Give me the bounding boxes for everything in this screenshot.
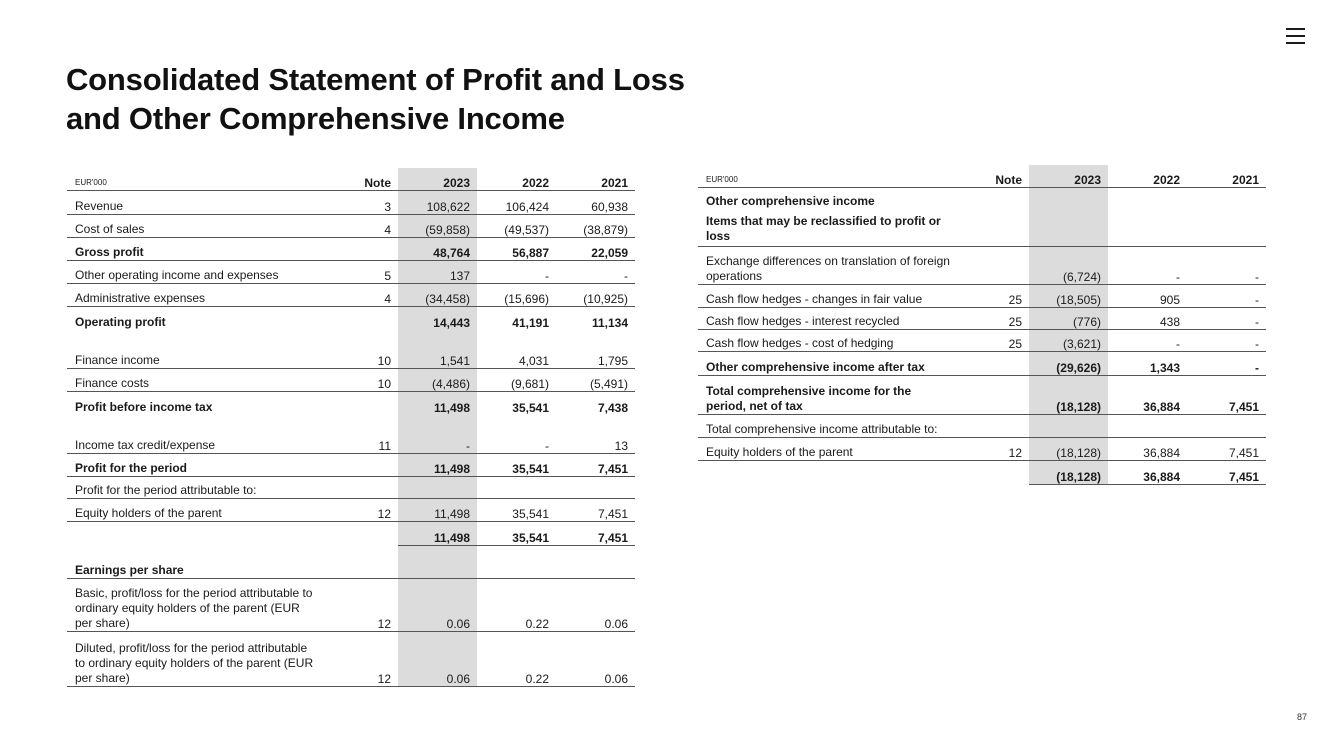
- value-2022: 35,541: [477, 453, 556, 476]
- currency-unit-label: EUR'000: [698, 165, 958, 187]
- value-2021: (10,925): [556, 283, 635, 306]
- table-row: [698, 246, 1266, 284]
- value-2022: -: [477, 260, 556, 283]
- value-2022: 905: [1108, 284, 1187, 307]
- row-label: Cost of sales: [67, 214, 327, 237]
- value-2021: [1187, 187, 1266, 209]
- row-note: 4: [327, 283, 398, 306]
- row-label: Finance income: [67, 330, 327, 368]
- value-2021: -: [1187, 284, 1266, 307]
- value-2022: 35,541: [477, 498, 556, 521]
- value-2023: (18,128): [1029, 375, 1108, 414]
- row-note: 12: [327, 578, 398, 631]
- row-label: Profit for the period attributable to:: [67, 476, 327, 498]
- value-2023: 11,498: [398, 453, 477, 476]
- value-2022: 438: [1108, 307, 1187, 329]
- value-2023: [1029, 187, 1108, 209]
- value-2023: 11,498: [398, 391, 477, 415]
- row-note: 12: [327, 631, 398, 686]
- table-row: [698, 414, 1266, 437]
- row-note: [958, 460, 1029, 484]
- value-2022: -: [1108, 246, 1187, 284]
- row-label: Other operating income and expenses: [67, 260, 327, 283]
- table-row: [698, 187, 1266, 209]
- value-2022: 36,884: [1108, 375, 1187, 414]
- value-2021: 60,938: [556, 190, 635, 214]
- table-row: [67, 260, 635, 283]
- page-title: [66, 60, 826, 138]
- table-row: [67, 545, 635, 578]
- hamburger-menu-icon[interactable]: [1286, 27, 1306, 45]
- value-2021: -: [1187, 307, 1266, 329]
- value-2023: (29,626): [1029, 351, 1108, 375]
- value-2021: 7,451: [1187, 437, 1266, 460]
- value-2022: 41,191: [512, 316, 549, 330]
- value-2021: 13: [556, 415, 635, 453]
- table-row: [698, 460, 1266, 484]
- value-2021: 7,451: [1187, 460, 1266, 484]
- year-2022-column-header: 2022: [477, 168, 556, 190]
- value-2022: 36,884: [1108, 437, 1187, 460]
- other-comprehensive-income-table: [698, 165, 1266, 485]
- row-label: Equity holders of the parent: [67, 498, 327, 521]
- row-note: 10: [327, 368, 398, 391]
- year-2021-column-header: 2021: [1187, 165, 1266, 187]
- value-2023: 11,498: [398, 521, 477, 545]
- row-label: Profit before income tax: [75, 400, 213, 414]
- value-2022: -: [477, 415, 556, 453]
- row-note: 25: [958, 329, 1029, 351]
- row-note: 3: [327, 190, 398, 214]
- table-row: [67, 521, 635, 545]
- section-heading: Other comprehensive income: [706, 194, 875, 208]
- value-2021: -: [1187, 246, 1266, 284]
- value-2021: -: [1187, 329, 1266, 351]
- row-label: Equity holders of the parent: [698, 437, 958, 460]
- value-2022: 4,031: [477, 330, 556, 368]
- table-row: [698, 437, 1266, 460]
- row-label: Basic, profit/loss for the period attributable to ordinary equity holders of the parent (EUR per share): [67, 578, 327, 631]
- value-2022: -: [1108, 329, 1187, 351]
- table-header-row: [67, 168, 635, 190]
- value-2022: [1108, 209, 1187, 246]
- value-2021: 7,451: [556, 453, 635, 476]
- row-label: Other comprehensive income after tax: [698, 351, 958, 375]
- value-2023: -: [398, 415, 477, 453]
- row-note: [327, 306, 398, 330]
- year-2022-column-header: 2022: [1108, 165, 1187, 187]
- row-note: 12: [958, 437, 1029, 460]
- value-2023: (3,621): [1029, 329, 1108, 351]
- value-2022: [477, 545, 556, 578]
- row-label: Income tax credit/expense: [67, 415, 327, 453]
- table-row: [67, 330, 635, 368]
- table-row: [698, 284, 1266, 307]
- value-2023: (59,858): [398, 214, 477, 237]
- row-note: [958, 351, 1029, 375]
- row-note: 4: [327, 214, 398, 237]
- value-2023: (34,458): [398, 283, 477, 306]
- row-label: [67, 521, 327, 545]
- profit-and-loss-table: [67, 168, 635, 687]
- value-2023: [1029, 414, 1108, 437]
- row-label: Revenue: [67, 190, 327, 214]
- value-2022: (9,681): [477, 368, 556, 391]
- table-row: [67, 498, 635, 521]
- value-2023: (776): [1029, 307, 1108, 329]
- table-row: [67, 190, 635, 214]
- value-2023: 11,498: [398, 498, 477, 521]
- row-note: [327, 545, 398, 578]
- row-label: Exchange differences on translation of foreign operations: [698, 246, 958, 284]
- table-row: [67, 476, 635, 498]
- table-row: [698, 307, 1266, 329]
- value-2021: 0.06: [556, 631, 635, 686]
- table-row: [67, 578, 635, 631]
- row-label: Total comprehensive income for the period, net of tax: [698, 375, 958, 414]
- value-2021: -: [1187, 351, 1266, 375]
- value-2023: 0.06: [398, 578, 477, 631]
- row-label: Administrative expenses: [67, 283, 327, 306]
- table-row: [698, 375, 1266, 414]
- value-2023: [398, 476, 477, 498]
- table-row: [67, 283, 635, 306]
- value-2021: (5,491): [556, 368, 635, 391]
- row-label: Cash flow hedges - interest recycled: [698, 307, 958, 329]
- value-2022: 36,884: [1108, 460, 1187, 484]
- row-note: 25: [958, 284, 1029, 307]
- value-2022: [477, 476, 556, 498]
- note-column-header: Note: [958, 165, 1029, 187]
- row-note: [327, 476, 398, 498]
- value-2021: (38,879): [556, 214, 635, 237]
- page-title-line-2: and Other Comprehensive Income: [66, 101, 565, 136]
- table-row: [67, 368, 635, 391]
- row-note: [958, 187, 1029, 209]
- value-2023: [1029, 209, 1108, 246]
- currency-unit-label: EUR'000: [67, 168, 327, 190]
- value-2023: 0.06: [398, 631, 477, 686]
- row-label: Operating profit: [75, 315, 166, 329]
- row-label: Gross profit: [67, 237, 327, 260]
- page-title-line-1: Consolidated Statement of Profit and Loss: [66, 62, 685, 97]
- value-2021: 11,134: [591, 316, 628, 330]
- value-2023: 137: [398, 260, 477, 283]
- row-note: 10: [327, 330, 398, 368]
- value-2022: 35,541: [512, 401, 549, 415]
- row-note: [327, 391, 398, 415]
- value-2023: (6,724): [1029, 246, 1108, 284]
- year-2021-column-header: 2021: [556, 168, 635, 190]
- value-2021: [1187, 209, 1266, 246]
- row-label: Earnings per share: [67, 545, 327, 578]
- value-2022: 35,541: [477, 521, 556, 545]
- value-2022: 106,424: [477, 190, 556, 214]
- row-note: [958, 375, 1029, 414]
- table-row: [67, 214, 635, 237]
- value-2021: -: [556, 260, 635, 283]
- row-label: Cash flow hedges - cost of hedging: [698, 329, 958, 351]
- row-note: [327, 237, 398, 260]
- value-2021: 7,451: [556, 498, 635, 521]
- value-2023: 108,622: [398, 190, 477, 214]
- value-2021: [1187, 414, 1266, 437]
- value-2022: (49,537): [477, 214, 556, 237]
- table-header-row: [698, 165, 1266, 187]
- value-2022: 56,887: [477, 237, 556, 260]
- table-row: [67, 631, 635, 686]
- row-label: [698, 460, 958, 484]
- row-note: 11: [327, 415, 398, 453]
- table-row: [698, 351, 1266, 375]
- page-number: 87: [1296, 712, 1307, 722]
- row-note: [327, 521, 398, 545]
- value-2022: [1108, 187, 1187, 209]
- table-row: [67, 237, 635, 260]
- row-label: Finance costs: [67, 368, 327, 391]
- row-label: Total comprehensive income attributable to:: [698, 414, 958, 437]
- table-row: [67, 415, 635, 453]
- row-label: Profit for the period: [67, 453, 327, 476]
- value-2023: 1,541: [398, 330, 477, 368]
- value-2021: 22,059: [556, 237, 635, 260]
- table-row: [698, 209, 1266, 246]
- value-2023: 48,764: [398, 237, 477, 260]
- value-2021: 1,795: [556, 330, 635, 368]
- row-note: [958, 414, 1029, 437]
- value-2023: (18,505): [1029, 284, 1108, 307]
- value-2022: 1,343: [1108, 351, 1187, 375]
- value-2021: 7,451: [1187, 375, 1266, 414]
- value-2023: (18,128): [1029, 437, 1108, 460]
- row-label: Cash flow hedges - changes in fair value: [698, 284, 958, 307]
- value-2021: 7,438: [597, 401, 628, 415]
- row-label: Diluted, profit/loss for the period attributable to ordinary equity holders of the parent (EUR per share): [67, 631, 327, 686]
- row-note: 25: [958, 307, 1029, 329]
- value-2021: [556, 476, 635, 498]
- note-column-header: Note: [327, 168, 398, 190]
- table-row: [698, 329, 1266, 351]
- row-note: [958, 246, 1029, 284]
- row-note: [327, 453, 398, 476]
- year-2023-column-header: 2023: [398, 168, 477, 190]
- table-row: [67, 391, 635, 415]
- value-2023: [398, 545, 477, 578]
- value-2022: 0.22: [477, 631, 556, 686]
- table-row: [67, 306, 635, 330]
- row-note: 5: [327, 260, 398, 283]
- row-note: [958, 209, 1029, 246]
- value-2023: (18,128): [1029, 460, 1108, 484]
- value-2023: (4,486): [398, 368, 477, 391]
- value-2022: 0.22: [477, 578, 556, 631]
- value-2021: [556, 545, 635, 578]
- value-2021: 7,451: [556, 521, 635, 545]
- value-2021: 0.06: [556, 578, 635, 631]
- value-2023: 14,443: [398, 306, 477, 330]
- value-2022: [1108, 414, 1187, 437]
- section-subheading: Items that may be reclassified to profit or loss: [698, 209, 958, 246]
- year-2023-column-header: 2023: [1029, 165, 1108, 187]
- table-row: [67, 453, 635, 476]
- row-note: 12: [327, 498, 398, 521]
- value-2022: (15,696): [477, 283, 556, 306]
